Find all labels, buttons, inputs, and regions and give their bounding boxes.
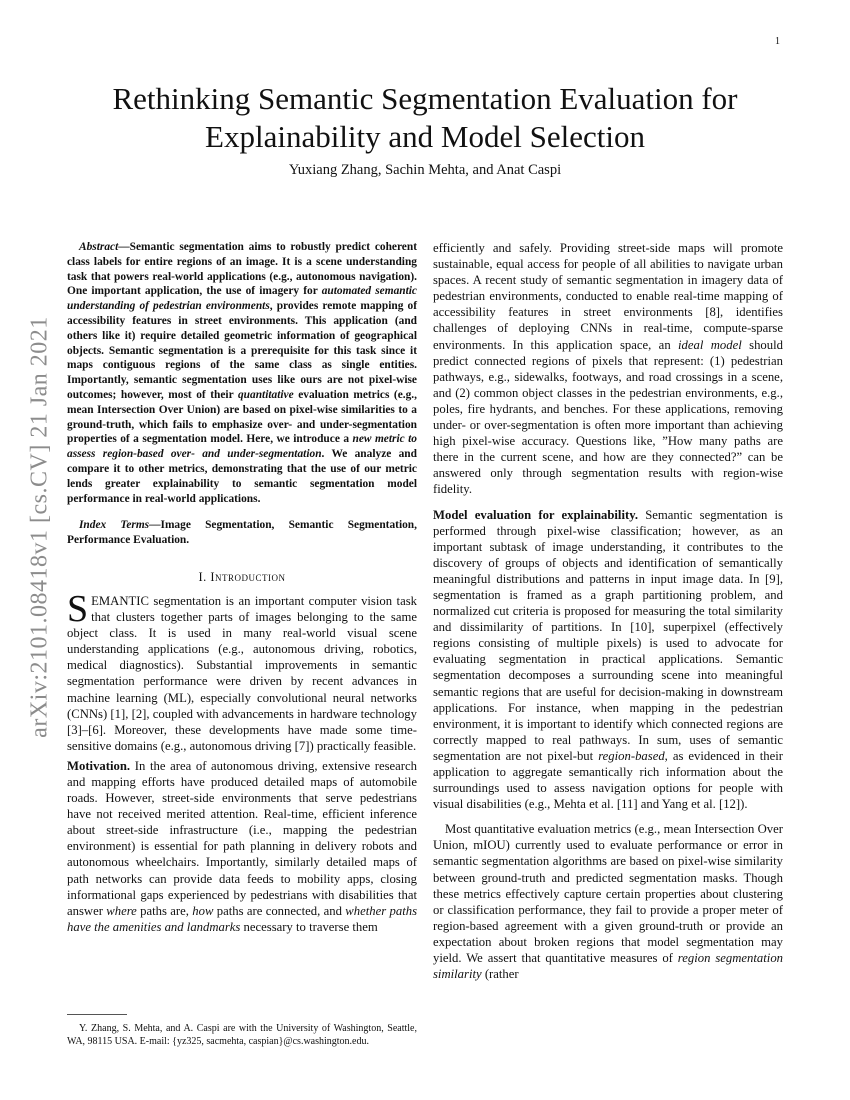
section-heading-introduction: I. Introduction: [198, 569, 286, 584]
arxiv-stamp-text: arXiv:2101.08418v1 [cs.CV] 21 Jan 2021: [26, 316, 53, 738]
page-number: 1: [775, 36, 780, 47]
paper-title: [60, 80, 790, 156]
metrics-paragraph: Most quantitative evaluation metrics (e.g., mean Intersection Over Union, mIOU) currently used to evaluate performance or error in semantic segmentation algorithms are based on pixel-wise similarity between ground-truth and predicted segmentation masks. Though these metrics effectively capture certain properties about clustering or classification performance, they fail to provide a proper meter of region-based agreement with a given ground-truth or provide an expectation about broken regions that model segmentation may yield. We assert that quantitative measures of region segmentation similarity (rather: [433, 822, 784, 982]
title-line-1: Rethinking Semantic Segmentation Evaluation for: [112, 81, 738, 116]
abstract: Abstract—Semantic segmentation aims to robustly predict coherent class labels for entire regions of an image. It is a scene understanding task that powers real-world applications (e.g., autonomous navigation). One important application, the use of imagery for automated semantic understanding of pedestrian environments, provides remote mapping of accessibility features in street environments. This application (and others like it) require detailed geometric information of geographical objects. Semantic segmentation is a prerequisite for this task since it maps contiguous regions of the same class as single entities. Importantly, semantic segmentation uses like ours are not pixel-wise outcomes; however, most of their quantitative evaluation metrics (e.g., mean Intersection Over Union) are based on pixel-wise similarities to a ground-truth, which fails to emphasize over- and under-segmentation properties of a segmentation model. Here, we introduce a new metric to assess region-based over- and under-segmentation. We analyze and compare it to other metrics, demonstrating that the use of our metric lends greater explainability to semantic segmentation model performance in real-world applications.: [67, 241, 418, 505]
motivation-heading: Motivation.: [67, 758, 131, 773]
index-terms: Index Terms—Image Segmentation, Semantic Segmentation, Performance Evaluation.: [67, 519, 417, 547]
drop-cap: S: [67, 587, 89, 630]
left-column: [67, 240, 417, 1100]
author-list: Yuxiang Zhang, Sachin Mehta, and Anat Caspi: [288, 162, 562, 178]
continued-paragraph: efficiently and safely. Providing street-side maps will promote sustainable, equal access for people of all abilities to navigate urban spaces. A recent study of semantic segmentation in imagery data of pedestrian environments, conducted to enable real-time mapping of accessibility features in street environments [8], identifies challenges of deploying CNNs in real-time, compute-sparse environments. In this application space, an ideal model should predict connected regions of pixels that represent: (1) pedestrian pathways, e.g., sidewalks, footways, and road crossings in a scene, and (2) common object classes in the pedestrian environments, e.g., poles, fire hydrants, and benches. For these applications, removing under- or over-segmentation is often more important than achieving high pixel-wise accuracy. Questions like, ”How many paths are there in the current scene, and how are they connected?” can be answered only through segmentation results with region-wise fidelity.: [433, 241, 783, 497]
motivation-paragraph: Motivation. In the area of autonomous driving, extensive research and mapping efforts have produced detailed maps of automobile roads. However, street-side environments that serve pedestrians have not received merited attention. Real-time, efficient inference about street-side infrastructure (i.e., mapping the pedestrian environment) is essential for path planning in delivery robots and autonomous wheelchairs. Importantly, similarly detailed maps of path networks can provide data feeds to mobility apps, closing informational gaps experienced by pedestrians with disabilities that answer where paths are, how paths are connected, and whether paths have the amenities and landmarks necessary to traverse them: [67, 758, 418, 934]
abstract-label: Abstract: [79, 241, 119, 253]
arxiv-identifier-stamp: [28, 296, 52, 758]
right-column: [433, 240, 783, 1100]
author-footnote: Y. Zhang, S. Mehta, and A. Caspi are with the University of Washington, Seattle, WA, 98115 USA. E-mail: {yz325, sacmehta, caspian}@cs.washington.edu.: [67, 1023, 417, 1047]
footnote-rule: [67, 1014, 127, 1015]
index-terms-label: Index Terms: [79, 519, 150, 532]
intro-paragraph: SEMANTIC segmentation is an important computer vision task that clusters together parts of images belonging to the same object class. It is used in many real-world visual scene understanding applications (e.g., autonomous driving, robotics, medical diagnostics). Substantial improvements in semantic segmentation performance were driven by recent advances in machine learning (ML), especially convolutional neural networks (CNNs) [1], [2], coupled with advancements in hardware technology [3]–[6]. Moreover, these developments have made some time-sensitive domains (e.g., autonomous driving [7]) practically feasible.: [67, 587, 417, 753]
title-line-2: Explainability and Model Selection: [205, 119, 645, 154]
model-evaluation-paragraph: Model evaluation for explainability. Semantic segmentation is performed through pixel-wise classification; however, as an important subtask of image understanding, it contributes to the discovery of groups of objects and identification of semantically meaningful distributions and patterns in input image data. In [9], segmentation is framed as a graph partitioning problem, and normalized cut criteria is proposed for measuring the total similarity and dissimilarity of partitions. In [10], superpixel (effectively regions consisting of multiple pixels) is used to advocate for evaluating segmentation in practical applications. Semantic segmentation decomposes a surrounding scene into meaningful semantic regions that are useful for decision-making in downstream applications. For instance, when mapping in the pedestrian environment, it is important to identify which connected regions are correctly mapped to real pathways. In sum, uses of semantic segmentation are not pixel-but region-based, as evidenced in their application to aggregate semantically rich information about the surroundings used to assess navigation options for people with visual disabilities (e.g., Mehta et al. [11] and Yang et al. [12]).: [433, 507, 783, 812]
model-evaluation-heading: Model evaluation for explainability.: [433, 507, 639, 522]
